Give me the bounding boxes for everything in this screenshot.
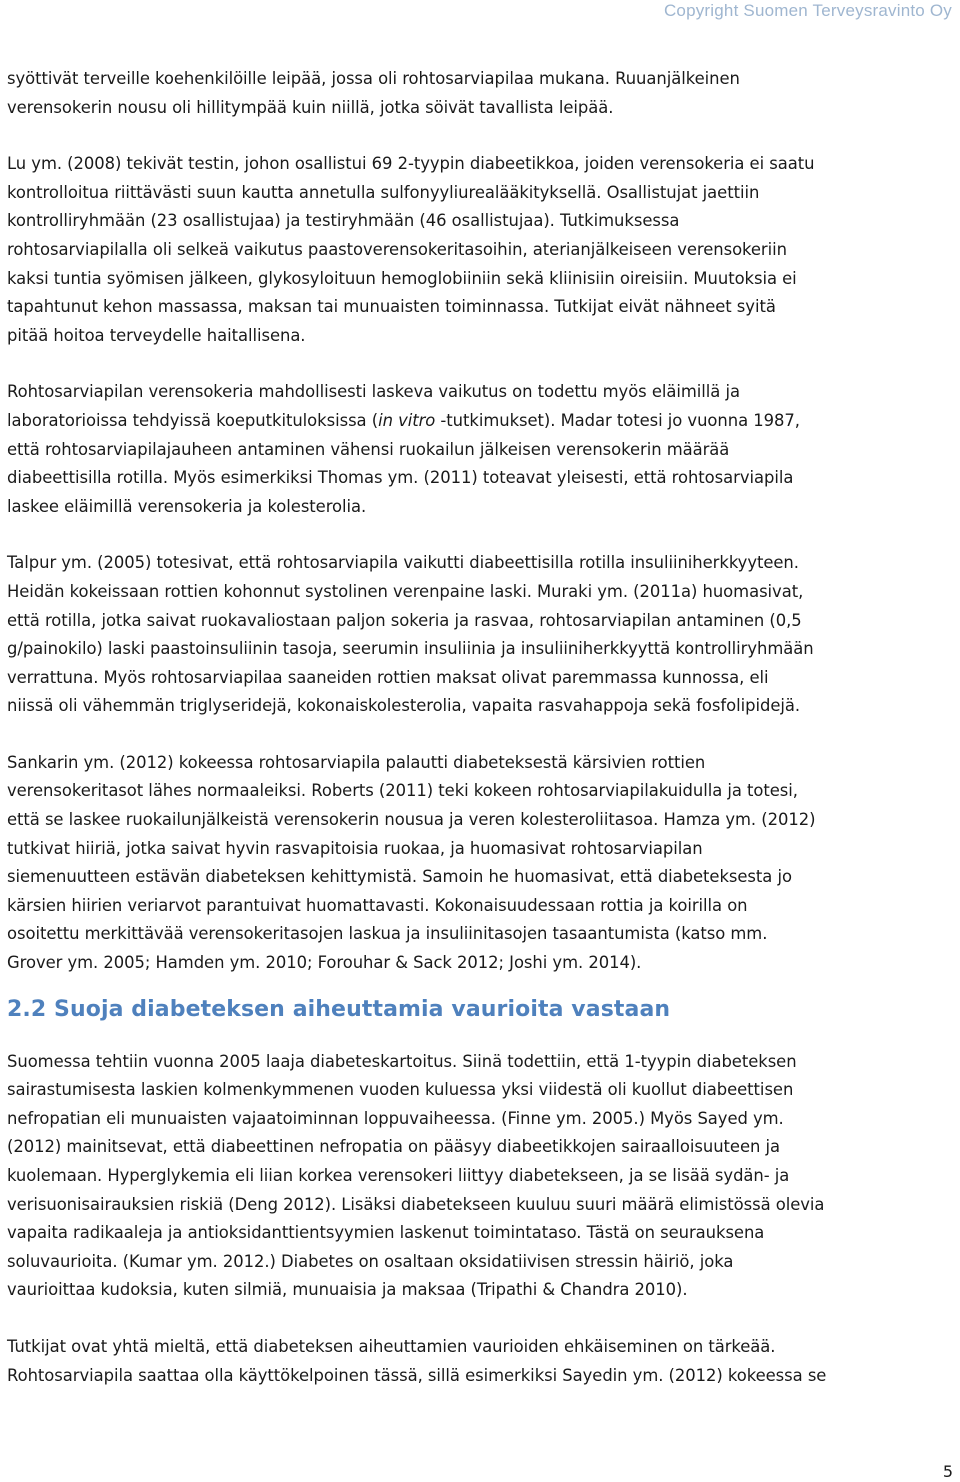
paragraph bbox=[7, 1048, 957, 1305]
text-line: kontrolloitua riittävästi suun kautta annetulla sulfonyyliurealääkityksellä. Osallistujat jaettiin bbox=[7, 182, 760, 202]
text-line: laboratorioissa tehdyissä koeputkituloksissa ( bbox=[7, 410, 379, 430]
text-line: diabeettisilla rotilla. Myös esimerkiksi Thomas ym. (2011) toteavat yleisesti, että rohtosarviapila bbox=[7, 468, 794, 488]
text-line: vapaita radikaaleja ja antioksidanttientsyymien laskenut toimintataso. Tästä on seurauksena bbox=[7, 1223, 765, 1243]
text-line: osoitettu merkittävää verensokeritasojen laskua ja insuliinitasojen tasaantumista (katso mm. bbox=[7, 924, 768, 944]
paragraph bbox=[7, 749, 957, 978]
text-line: pitää hoitoa terveydelle haitallisena. bbox=[7, 325, 306, 345]
text-line: että rohtosarviapilajauheen antaminen vähensi ruokailun jälkeisen verensokerin määrää bbox=[7, 439, 730, 459]
text-line: Tutkijat ovat yhtä mieltä, että diabeteksen aiheuttamien vaurioiden ehkäiseminen on tärkeää. bbox=[7, 1336, 776, 1356]
text-line: Lu ym. (2008) tekivät testin, johon osallistui 69 2-tyypin diabeetikkoa, joiden verensokeria ei saatu bbox=[7, 154, 815, 174]
text-line: Heidän kokeissaan rottien kohonnut systolinen verenpaine laski. Muraki ym. (2011a) huomasivat, bbox=[7, 581, 804, 601]
text-line: Rohtosarviapilan verensokeria mahdollisesti laskeva vaikutus on todettu myös eläimillä ja bbox=[7, 382, 740, 402]
text-line: verisuonisairauksien riskiä (Deng 2012). Lisäksi diabetekseen kuuluu suuri määrä elimistössä olevia bbox=[7, 1194, 825, 1214]
text-line: kaksi tuntia syömisen jälkeen, glykosyloituun hemoglobiiniin sekä kliinisiin oireisiin. Muutoksia ei bbox=[7, 268, 797, 288]
text-line: vaurioittaa kudoksia, kuten silmiä, munuaisia ja maksaa (Tripathi & Chandra 2010). bbox=[7, 1280, 688, 1300]
text-line: kärsien hiirien veriarvot parantuivat huomattavasti. Kokonaisuudessaan rottia ja koirilla on bbox=[7, 895, 748, 915]
text-line: syöttivät terveille koehenkilöille leipää, jossa oli rohtosarviapilaa mukana. Ruuanjälkeinen bbox=[7, 69, 740, 88]
text-line: verensokerin nousu oli hillitympää kuin niillä, jotka söivät tavallista leipää. bbox=[7, 97, 614, 117]
text-line: niissä oli vähemmän triglyseridejä, kokonaiskolesterolia, vapaita rasvahappoja sekä fosfolipidejä. bbox=[7, 696, 801, 716]
text-line: Rohtosarviapila saattaa olla käyttökelpoinen tässä, sillä esimerkiksi Sayedin ym. (2012) kokeessa se bbox=[7, 1365, 827, 1385]
paragraph bbox=[7, 378, 957, 521]
text-line: nefropatian eli munuaisten vajaatoiminnan loppuvaiheessa. (Finne ym. 2005.) Myös Sayed ym. bbox=[7, 1108, 784, 1128]
document-body bbox=[7, 65, 957, 1390]
text-line: tutkivat hiiriä, jotka saivat hyvin rasvapitoisia ruokaa, ja huomasivat rohtosarviapilan bbox=[7, 838, 703, 858]
text-line: -tutkimukset). Madar totesi jo vuonna 1987, bbox=[435, 410, 800, 430]
text-line: laskee eläimillä verensokeria ja kolesterolia. bbox=[7, 496, 367, 516]
text-line: Sankarin ym. (2012) kokeessa rohtosarviapila palautti diabeteksestä kärsivien rottien bbox=[7, 752, 706, 772]
text-line: Talpur ym. (2005) totesivat, että rohtosarviapila vaikutti diabeettisilla rotilla insuliiniherkkyyteen. bbox=[7, 553, 799, 573]
text-line: Grover ym. 2005; Hamden ym. 2010; Forouhar & Sack 2012; Joshi ym. 2014). bbox=[7, 953, 642, 973]
paragraph bbox=[7, 65, 957, 122]
section-heading: 2.2 Suoja diabeteksen aiheuttamia vaurioita vastaan bbox=[7, 996, 671, 1022]
page-number: 5 bbox=[942, 1462, 953, 1481]
text-line: kontrolliryhmään (23 osallistujaa) ja testiryhmään (46 osallistujaa). Tutkimuksessa bbox=[7, 211, 680, 231]
text-line: Suomessa tehtiin vuonna 2005 laaja diabeteskartoitus. Siinä todettiin, että 1-tyypin diabeteksen bbox=[7, 1051, 797, 1071]
text-line: sairastumisesta laskien kolmenkymmenen vuoden kuluessa yksi viidestä oli kuollut diabeettisen bbox=[7, 1080, 794, 1100]
text-line: että se laskee ruokailunjälkeistä verensokerin nousua ja veren kolesteroliitasoa. Hamza ym. (2012) bbox=[7, 810, 816, 830]
text-line: verensokeritasot lähes normaaleiksi. Roberts (2011) teki kokeen rohtosarviapilakuidulla ja totesi, bbox=[7, 781, 798, 801]
paragraph bbox=[7, 1333, 957, 1390]
text-line: että rotilla, jotka saivat ruokavaliostaan paljon sokeria ja rasvaa, rohtosarviapilan antaminen (0,5 bbox=[7, 610, 802, 630]
text-line: soluvaurioita. (Kumar ym. 2012.) Diabetes on osaltaan oksidatiivisen stressin häiriö, joka bbox=[7, 1251, 734, 1271]
text-line: g/painokilo) laski paastoinsuliinin tasoja, seerumin insuliinia ja insuliiniherkkyyttä kontrolliryhmään bbox=[7, 639, 814, 659]
text-line: (2012) mainitsevat, että diabeettinen nefropatia on pääsyy diabeetikkojen sairaalloisuuteen ja bbox=[7, 1137, 780, 1157]
text-line: siemenuutteen estävän diabeteksen kehittymistä. Samoin he huomasivat, että diabeteksesta jo bbox=[7, 867, 792, 887]
paragraph bbox=[7, 150, 957, 350]
text-line: rohtosarviapilalla oli selkeä vaikutus paastoverensokeritasoihin, aterianjälkeiseen verensokeriin bbox=[7, 239, 787, 259]
italic-term: in vitro bbox=[378, 410, 436, 430]
copyright-notice: Copyright Suomen Terveysravinto Oy bbox=[663, 1, 952, 20]
text-line: tapahtunut kehon massassa, maksan tai munuaisten toiminnassa. Tutkijat eivät nähneet syitä bbox=[7, 297, 776, 317]
text-line: kuolemaan. Hyperglykemia eli liian korkea verensokeri liittyy diabetekseen, ja se lisää sydän- ja bbox=[7, 1166, 790, 1185]
paragraph bbox=[7, 549, 957, 721]
text-line: verrattuna. Myös rohtosarviapilaa saaneiden rottien maksat olivat paremmassa kunnossa, eli bbox=[7, 667, 769, 687]
